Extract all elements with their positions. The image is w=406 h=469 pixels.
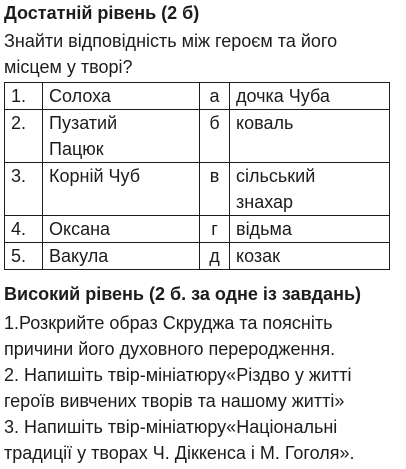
answer-text-line: козак xyxy=(236,246,281,266)
table-row xyxy=(5,83,390,110)
table-row xyxy=(5,216,390,243)
task-1-line-2: причини його духовного переродження. xyxy=(4,339,336,359)
row-number: 4. xyxy=(5,216,43,243)
answer-letter: б xyxy=(200,110,230,163)
hero-name xyxy=(43,163,200,216)
hero-name xyxy=(43,83,200,110)
answer-letter: д xyxy=(200,243,230,270)
task-3-line-2: традиції у творах Ч. Діккенса і М. Гоголя». xyxy=(4,443,355,463)
answer-text xyxy=(230,83,390,110)
hero-name xyxy=(43,216,200,243)
hero-name-line: Пузатий xyxy=(49,113,118,133)
answer-text-line: відьма xyxy=(236,219,292,239)
hero-name-line: Оксана xyxy=(49,219,111,239)
answer-text-line: сільський xyxy=(236,166,316,186)
answer-letter: в xyxy=(200,163,230,216)
high-level-heading: Високий рівень (2 б. за одне із завдань) xyxy=(4,284,362,304)
hero-name xyxy=(43,110,200,163)
hero-name-line: Пацюк xyxy=(49,139,104,159)
matching-table xyxy=(4,82,390,270)
task-2-line-2: героїв вивчених творів та нашому житті» xyxy=(4,391,345,411)
hero-name-line: Вакула xyxy=(49,246,109,266)
task-1-line-1: 1.Розкрийте образ Скруджа та поясніть xyxy=(4,313,333,333)
row-number: 2. xyxy=(5,110,43,163)
table-row xyxy=(5,243,390,270)
answer-text xyxy=(230,243,390,270)
answer-text-line: коваль xyxy=(236,113,294,133)
row-number: 3. xyxy=(5,163,43,216)
answer-text xyxy=(230,216,390,243)
hero-name-line: Корній Чуб xyxy=(49,166,141,186)
hero-name xyxy=(43,243,200,270)
answer-letter: а xyxy=(200,83,230,110)
row-number: 5. xyxy=(5,243,43,270)
answer-letter: г xyxy=(200,216,230,243)
table-row xyxy=(5,163,390,216)
sufficient-level-heading: Достатній рівень (2 б) xyxy=(4,3,200,23)
row-number: 1. xyxy=(5,83,43,110)
task-3-line-1: 3. Напишіть твір-мініатюру«Національні xyxy=(4,417,338,437)
matching-task-line-1: Знайти відповідність між героєм та його xyxy=(4,31,338,51)
matching-task-line-2: місцем у творі? xyxy=(4,57,133,77)
answer-text xyxy=(230,163,390,216)
answer-text xyxy=(230,110,390,163)
answer-text-line: дочка Чуба xyxy=(236,86,330,106)
task-2-line-1: 2. Напишіть твір-мініатюру«Різдво у житті xyxy=(4,365,352,385)
hero-name-line: Солоха xyxy=(49,86,111,106)
answer-text-line: знахар xyxy=(236,192,294,212)
table-row xyxy=(5,110,390,163)
